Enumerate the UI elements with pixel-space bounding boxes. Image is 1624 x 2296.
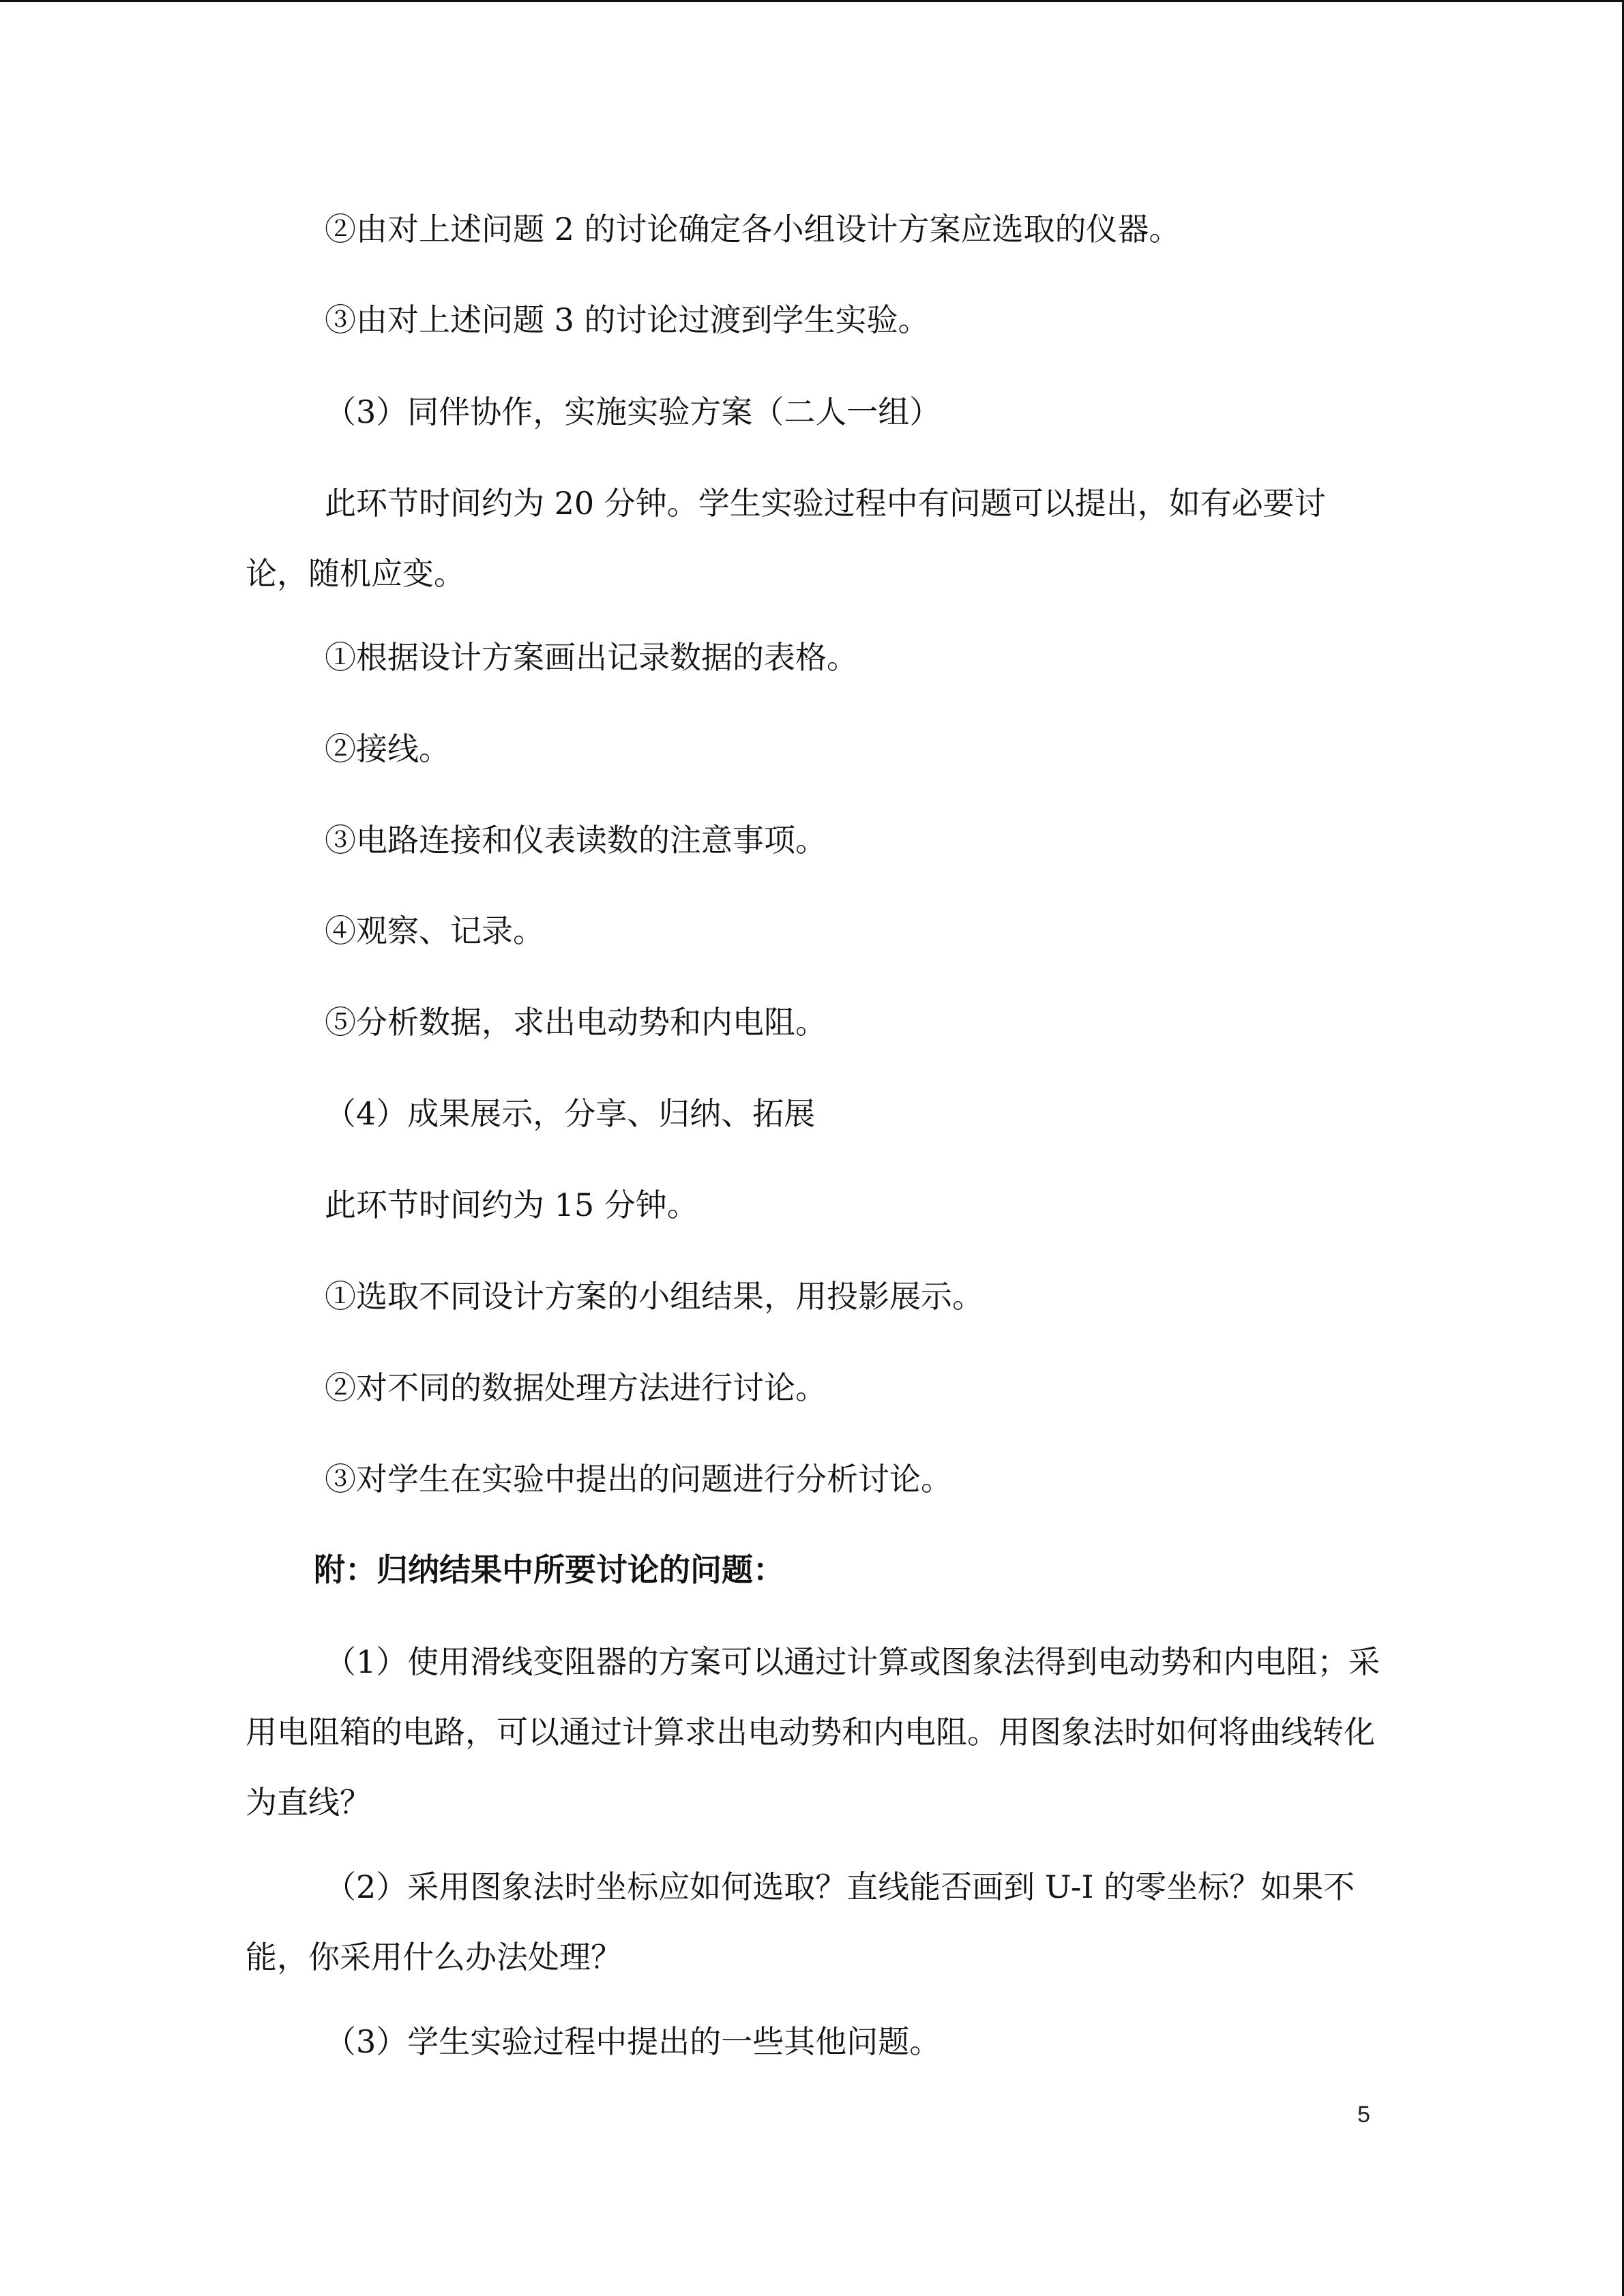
appendix-question-2: （2）采用图象法时坐标应如何选取？直线能否画到 U-I 的零坐标？如果不能，你采用什么办法处理？ — [246, 1868, 1355, 1976]
paragraph-time-20min: 此环节时间约为 20 分钟。学生实验过程中有问题可以提出，如有必要讨论，随机应变。 — [246, 485, 1326, 592]
section-heading-4: （4）成果展示，分享、归纳、拓展 — [325, 1095, 816, 1132]
paragraph-discuss-methods: ②对不同的数据处理方法进行讨论。 — [325, 1369, 827, 1406]
page-number: 5 — [1357, 2102, 1370, 2128]
paragraph-step-wiring: ②接线。 — [325, 730, 450, 767]
paragraph-step-analyze: ⑤分析数据，求出电动势和内电阻。 — [325, 1004, 827, 1041]
page-top-border — [0, 0, 1624, 2]
section-heading-3: （3）同伴协作，实施实验方案（二人一组） — [325, 393, 941, 430]
paragraph-step-observe: ④观察、记录。 — [325, 912, 544, 949]
appendix-heading: 附：归纳结果中所要讨论的问题： — [314, 1551, 784, 1588]
paragraph-step-table: ①根据设计方案画出记录数据的表格。 — [325, 639, 858, 676]
paragraph-instrument-selection: ②由对上述问题 2 的讨论确定各小组设计方案应选取的仪器。 — [325, 211, 1181, 248]
paragraph-discuss-questions: ③对学生在实验中提出的问题进行分析讨论。 — [325, 1461, 952, 1497]
appendix-question-3: （3）学生实验过程中提出的一些其他问题。 — [325, 2023, 941, 2060]
paragraph-time-15min: 此环节时间约为 15 分钟。 — [325, 1187, 698, 1223]
appendix-question-1: （1）使用滑线变阻器的方案可以通过计算或图象法得到电动势和内电阻；采用电阻箱的电路，可以通过计算求出电动势和内电阻。用图象法时如何将曲线转化为直线？ — [246, 1643, 1381, 1821]
paragraph-show-results: ①选取不同设计方案的小组结果，用投影展示。 — [325, 1278, 984, 1315]
paragraph-step-notes: ③电路连接和仪表读数的注意事项。 — [325, 822, 827, 859]
paragraph-transition-to-experiment: ③由对上述问题 3 的讨论过渡到学生实验。 — [325, 301, 930, 338]
